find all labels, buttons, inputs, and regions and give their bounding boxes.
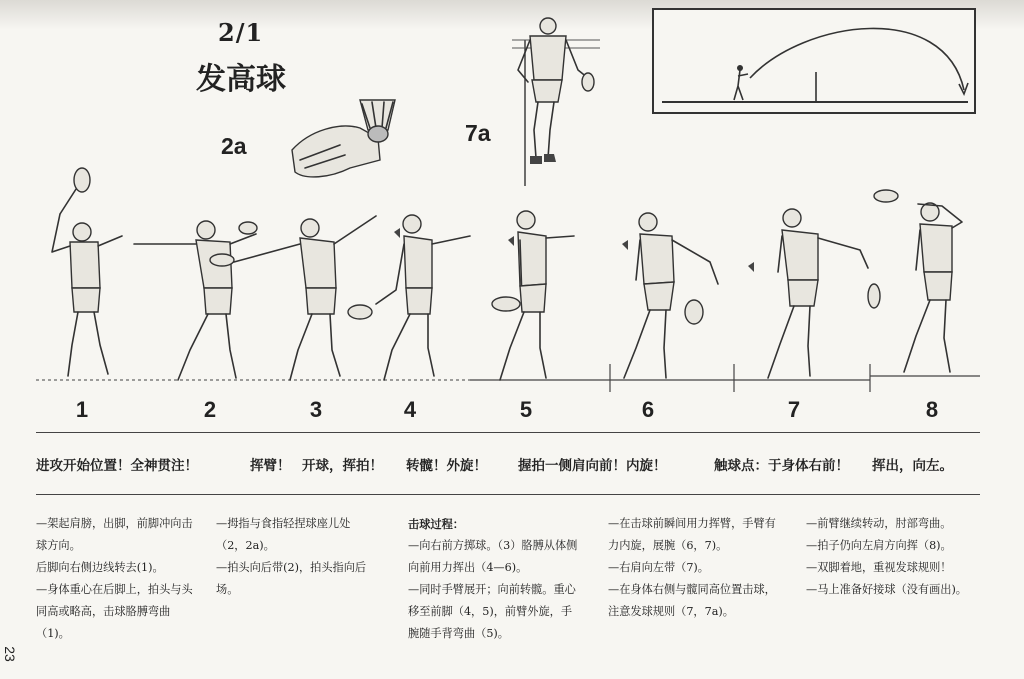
paragraph: —右肩向左带（7)。 [608,561,709,574]
player-step-5-icon [492,211,574,380]
player-step-4-icon [348,215,470,380]
section-number: 2/1 [218,18,264,47]
paragraph: —架起肩膀，出脚，前脚冲向击球方向。 [36,517,193,552]
paragraph: —同时手臂展开；向前转髋。重心移至前脚（4，5)，前臂外旋，手腕随手背弯曲（5)。 [408,583,576,640]
cue-text: 进攻开始位置！全神贯注！ [36,458,198,474]
hand-grip-icon [292,100,395,177]
paragraph: —马上准备好接球（没有画出)。 [806,583,967,596]
cue-text: 开球，挥拍！ [302,458,383,474]
paragraph: —拍子仍向左肩方向挥（8)。 [806,539,952,552]
step-number: 4 [403,397,417,422]
paragraph: —拍头向后带(2)，拍头指向后场。 [216,561,367,596]
player-step-2-icon [134,221,257,380]
floor-line [36,364,980,392]
paragraph: —在身体右侧与髋同高位置击球，注意发球规则（7，7a)。 [608,583,776,618]
player-step-1-icon [52,168,122,376]
cue-text: 转髋！外旋！ [406,458,487,474]
step-number: 8 [925,397,939,422]
page-number: 23 [1,646,18,662]
player-step-3-icon [210,216,376,380]
paragraph: —前臂继续转动，肘部弯曲。 [806,517,952,530]
paragraph: —身体重心在后脚上，拍头与头同高或略高，击球胳膊弯曲（1)。 [36,583,193,640]
divider-bottom [36,494,980,495]
paragraph: —双脚着地，重视发球规则！ [806,561,952,574]
player-step-7-icon [748,209,880,378]
page-title: 发高球 [196,62,286,97]
text-column-5 [806,513,988,601]
text-column-2 [216,513,374,601]
cue-line [36,454,996,474]
step-number: 1 [75,397,89,422]
paragraph: 后脚向右侧边线转去(1)。 [36,561,164,574]
cue-text: 挥出，向左。 [872,458,953,474]
text-column-4 [608,513,776,623]
back-view-figure-label: 7a [465,120,491,146]
step-number: 7 [787,397,801,422]
divider-top [36,432,980,433]
text-column-3 [408,513,578,645]
text-column-1 [36,513,196,645]
paragraph: —拇指与食指轻捏球座儿处（2，2a)。 [216,517,351,552]
cue-text: 挥臂！ [250,458,291,474]
paragraph: —向右前方掷球。（3）胳膊从体侧向前用力挥出（4—6)。 [408,539,578,574]
step-number: 2 [203,397,217,422]
cue-text: 握拍一侧肩向前！内旋！ [518,458,667,474]
step-number: 5 [519,397,533,422]
step-number: 6 [641,397,655,422]
player-step-6-icon [622,213,718,378]
paragraph: —在击球前瞬间用力挥臂，手臂有力内旋，展腕（6，7)。 [608,517,776,552]
cue-text: 触球点：于身体右前！ [714,458,849,474]
paragraph-heading: 击球过程： [408,517,464,531]
step-number: 3 [309,397,323,422]
player-step-8-icon [874,190,962,372]
back-view-player-icon [512,18,600,186]
grip-figure-label: 2a [221,133,247,159]
